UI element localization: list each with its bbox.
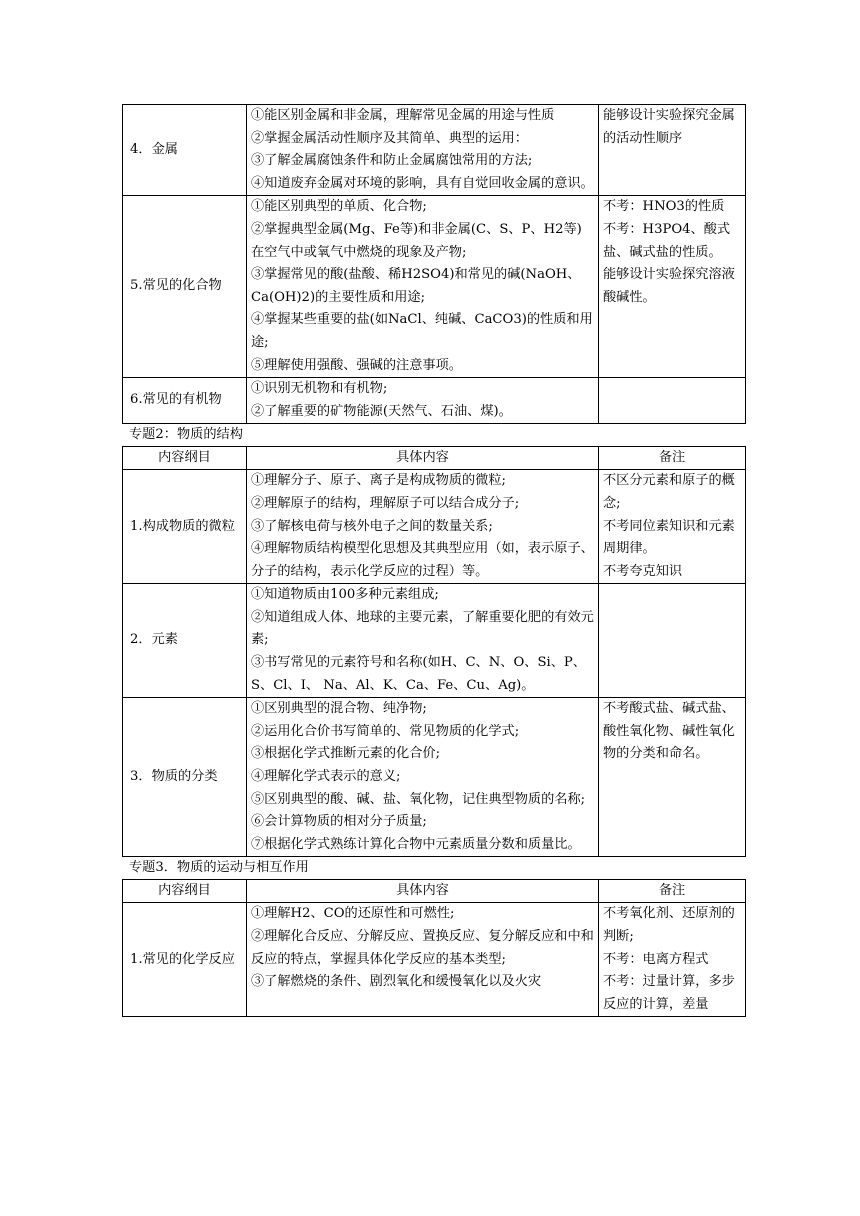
note-line: 不考酸式盐、碱式盐、酸性氧化物、碱性氧化物的分类和命名。 [603, 701, 735, 762]
row-note [599, 698, 746, 857]
content-line: ②理解原子的结构，理解原子可以结合成分子; [251, 495, 520, 511]
row-content [247, 903, 599, 1017]
row-note [599, 584, 746, 698]
content-line: ②理解化合反应、分解反应、置换反应、复分解反应和中和反应的特点，掌握具体化学反应的基本类型; [251, 929, 594, 967]
table-row [123, 584, 746, 698]
column-header: 具体内容 [247, 880, 599, 903]
row-name: 1.构成物质的微粒 [123, 470, 247, 584]
row-name: 1.常见的化学反应 [123, 903, 247, 1017]
section-title: 专题3．物质的运动与相互作用 [129, 860, 309, 876]
row-note [599, 378, 746, 424]
note-line: 不考：电离方程式 [603, 951, 709, 967]
table-row [123, 196, 746, 378]
content-line: ④掌握某些重要的盐(如NaCl、纯碱、CaCO3)的性质和用途; [251, 312, 593, 350]
row-name: 6.常见的有机物 [123, 378, 247, 424]
content-line: ⑦根据化学式熟练计算化合物中元素质量分数和质量比。 [251, 836, 581, 852]
column-header: 内容纲目 [123, 880, 247, 903]
row-note [599, 196, 746, 378]
row-name: 5.常见的化合物 [123, 196, 247, 378]
content-line: ③了解核电荷与核外电子之间的数量关系; [251, 518, 493, 534]
content-line: ①知道物质由100多种元素组成; [251, 587, 439, 603]
content-line: ②了解重要的矿物能源(天然气、石油、煤)。 [251, 403, 512, 419]
row-content [247, 698, 599, 857]
content-line: ②掌握金属活动性顺序及其简单、典型的运用： [251, 130, 528, 146]
note-line: 不考夸克知识 [603, 563, 683, 579]
table-row [123, 698, 746, 857]
content-line: ③了解金属腐蚀条件和防止金属腐蚀常用的方法; [251, 153, 533, 169]
row-content [247, 378, 599, 424]
content-line: ④理解物质结构模型化思想及其典型应用（如，表示原子、分子的结构，表示化学反应的过程）等。 [251, 541, 594, 579]
content-line: ③书写常见的元素符号和名称(如H、C、N、O、Si、P、S、Cl、I、 Na、Al、K、Ca、Fe、Cu、Ag)。 [251, 655, 586, 693]
document-page [122, 104, 745, 1017]
content-line: ①能区别金属和非金属，理解常见金属的用途与性质 [251, 108, 555, 123]
content-line: ⑤理解使用强酸、强碱的注意事项。 [251, 357, 462, 373]
table-header-row [123, 880, 746, 903]
table-topic3 [122, 879, 746, 1017]
row-content [247, 584, 599, 698]
column-header: 内容纲目 [123, 447, 247, 470]
content-line: ②运用化合价书写简单的、常见物质的化学式; [251, 723, 520, 739]
table-topic1-continued [122, 104, 746, 424]
note-line: 不区分元素和原子的概念; [603, 473, 735, 511]
row-name: 4．金属 [123, 105, 247, 196]
row-content [247, 470, 599, 584]
note-line: 能够设计实验探究溶液酸碱性。 [603, 267, 735, 305]
content-line: ②知道组成人体、地球的主要元素，了解重要化肥的有效元素; [251, 609, 594, 648]
table-row [123, 903, 746, 1017]
row-name: 3．物质的分类 [123, 698, 247, 857]
content-line: ②掌握典型金属(Mg、Fe等)和非金属(C、S、P、H2等)在空气中或氧气中燃烧的现象及产物; [251, 221, 582, 260]
content-line: ①能区别典型的单质、化合物; [251, 199, 427, 215]
note-line: 不考：H3PO4、酸式盐、碱式盐的性质。 [603, 221, 731, 260]
table-header-row [123, 447, 746, 470]
content-line: ④理解化学式表示的意义; [251, 769, 401, 785]
section-title: 专题2：物质的结构 [129, 427, 243, 443]
row-content [247, 105, 599, 196]
row-note [599, 903, 746, 1017]
table-topic2 [122, 446, 746, 857]
row-name: 2．元素 [123, 584, 247, 698]
content-line: ③了解燃烧的条件、剧烈氧化和缓慢氧化以及火灾 [251, 974, 542, 990]
row-content [247, 196, 599, 378]
content-line: ①识别无机物和有机物; [251, 381, 388, 397]
content-line: ④知道废弃金属对环境的影响，具有自觉回收金属的意识。 [251, 175, 594, 191]
table-row [123, 470, 746, 584]
note-line: 不考氧化剂、还原剂的判断; [603, 906, 735, 944]
content-line: ③根据化学式推断元素的化合价; [251, 746, 441, 762]
table-row [123, 105, 746, 196]
note-line: 不考同位素知识和元素周期律。 [603, 518, 735, 557]
content-line: ⑤区别典型的酸、碱、盐、氧化物，记住典型物质的名称; [251, 791, 586, 807]
content-line: ①理解分子、原子、离子是构成物质的微粒; [251, 473, 507, 489]
column-header: 备注 [599, 880, 746, 903]
content-line: ①区别典型的混合物、纯净物; [251, 701, 427, 717]
column-header: 具体内容 [247, 447, 599, 470]
note-line: 能够设计实验探究金属的活动性顺序 [603, 108, 735, 146]
column-header: 备注 [599, 447, 746, 470]
content-line: ③掌握常见的酸(盐酸、稀H2SO4)和常见的碱(NaOH、Ca(OH)2)的主要性质和用途; [251, 267, 581, 305]
row-note [599, 105, 746, 196]
row-note [599, 470, 746, 584]
note-line: 不考：过量计算，多步反应的计算，差量 [603, 974, 735, 1012]
table-row [123, 378, 746, 424]
content-line: ①理解H2、CO的还原性和可燃性; [251, 906, 455, 922]
note-line: 不考：HNO3的性质 [603, 199, 725, 215]
content-line: ⑥会计算物质的相对分子质量; [251, 814, 427, 830]
